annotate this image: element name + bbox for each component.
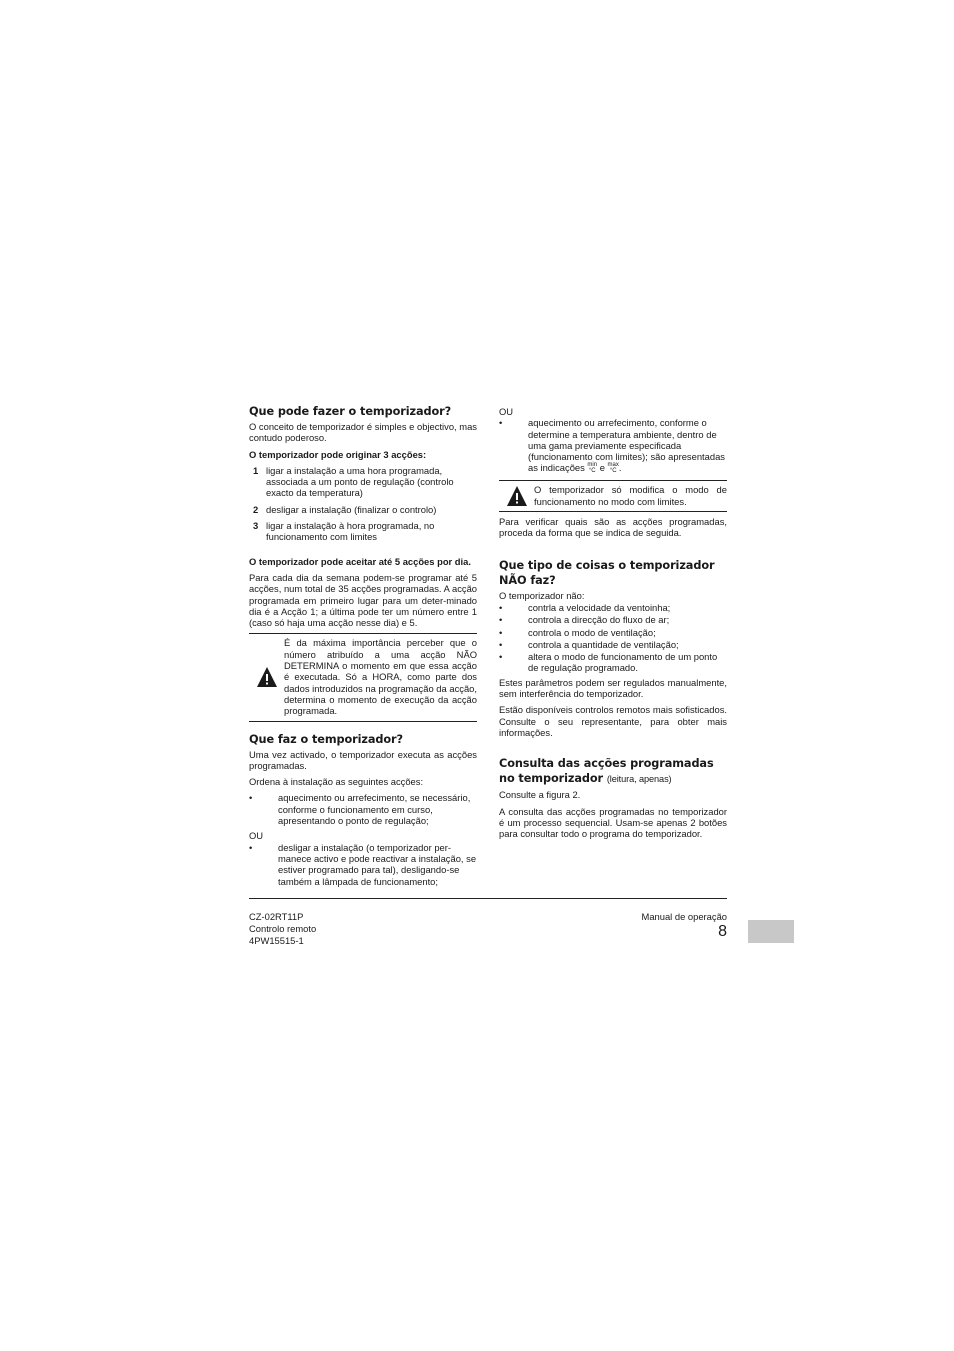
- page-tab-marker: [748, 920, 794, 943]
- paragraph: Para cada dia da semana podem-se programar até 5 acções, num total de 35 acções programadas. A acção programada em primeiro lugar para um deter-minado dia é a Acção 1; a última pode ter um número entre 1 (caso só haja uma acção nesse dia) e 5.: [249, 571, 477, 629]
- footer-right: [642, 911, 727, 941]
- model-number: CZ-02RT11P: [249, 911, 304, 922]
- heading-what-timer-does-not: Que tipo de coisas o temporizador NÃO faz?: [499, 558, 715, 587]
- list-item: • contrla a velocidade da ventoinha;: [499, 601, 671, 613]
- left-column: [249, 404, 477, 888]
- subheading: O temporizador pode aceitar até 5 acções por dia.: [249, 555, 471, 567]
- max-indicator: max °C: [607, 462, 619, 475]
- paragraph: A consulta das acções programadas no temporizador é um processo sequencial. Usam-se apenas 2 botões para consultar todo o programa do temporizador.: [499, 805, 727, 840]
- paragraph: Ordena à instalação as seguintes acções:: [249, 776, 424, 788]
- or-label: OU: [249, 830, 264, 842]
- product-name: Controlo remoto: [249, 923, 317, 934]
- warning-icon: [249, 637, 284, 716]
- paragraph: Estão disponíveis controlos remotos mais sofisticados. Consulte o seu representante, para obter mais informações.: [499, 704, 727, 738]
- min-indicator: min °C: [587, 462, 598, 475]
- list-item: • controla o modo de ventilação;: [499, 626, 656, 638]
- paragraph: O conceito de temporizador é simples e objectivo, mas contudo poderoso.: [249, 421, 477, 444]
- warning-icon: [499, 484, 534, 507]
- heading-what-timer-does: Que faz o temporizador?: [249, 732, 403, 746]
- numbered-item: 3 ligar a instalação à hora programada, no funcionamento com limites: [253, 520, 435, 543]
- list-item: • controla a direcção do fluxo de ar;: [499, 614, 670, 626]
- numbered-item: 1 ligar a instalação a uma hora programada, associada a um ponto de regulação (controlo exacto da temperatura): [253, 464, 454, 499]
- document-code: 4PW15515-1: [249, 935, 304, 946]
- page-number: 8: [718, 923, 727, 940]
- manual-title: Manual de operação: [641, 911, 727, 922]
- footer-left: [249, 911, 316, 947]
- list-item: • aquecimento ou arrefecimento, se necessário, conforme o funcionamento em curso, apresentando o ponto de regulação;: [249, 792, 471, 827]
- list-item: • controla a quantidade de ventilação;: [499, 638, 679, 650]
- warning-box: O temporizador só modifica o modo de funcionamento no modo com limites.: [499, 480, 727, 512]
- heading-consult-programmed-actions: Consulta das acções programadas no temporizador (leitura, apenas): [499, 757, 714, 786]
- or-label: OU: [499, 406, 514, 417]
- list-item: • altera o modo de funcionamento de um ponto de regulação programado.: [499, 651, 718, 674]
- right-column: [499, 404, 727, 844]
- numbered-item: 2 desligar a instalação (finalizar o controlo): [253, 503, 437, 515]
- paragraph: O temporizador não:: [499, 589, 585, 601]
- heading-what-can-timer-do: Que pode fazer o temporizador?: [249, 405, 452, 418]
- paragraph: Para verificar quais são as acções programadas, proceda da forma que se indica de seguida.: [499, 516, 727, 539]
- paragraph: Estes parâmetros podem ser regulados manualmente, sem interferência do temporizador.: [499, 676, 727, 700]
- list-item: • aquecimento ou arrefecimento, conforme o determine a temperatura ambiente, dentro de uma gama previamente especificada (funcionamento com limites); são apresentadas as indicações min °C e max °C .: [499, 417, 725, 475]
- subheading: O temporizador pode originar 3 acções:: [249, 448, 427, 460]
- warning-box: É da máxima importância perceber que o número atribuído a uma acção NÃO DETERMINA o momento em que essa acção é executada. Só a HORA, como parte dos dados introduzidos na programação da acção, determina o momento de execução da acção programada.: [249, 633, 477, 721]
- list-item: • desligar a instalação (o temporizador per-manece activo e pode reactivar a instalação, se estiver programado para tal), desligando-se também a lâmpada de funcionamento;: [249, 841, 477, 887]
- paragraph: Consulte a figura 2.: [499, 789, 581, 801]
- page-footer: [249, 898, 727, 946]
- paragraph: Uma vez activado, o temporizador executa as acções programadas.: [249, 748, 477, 771]
